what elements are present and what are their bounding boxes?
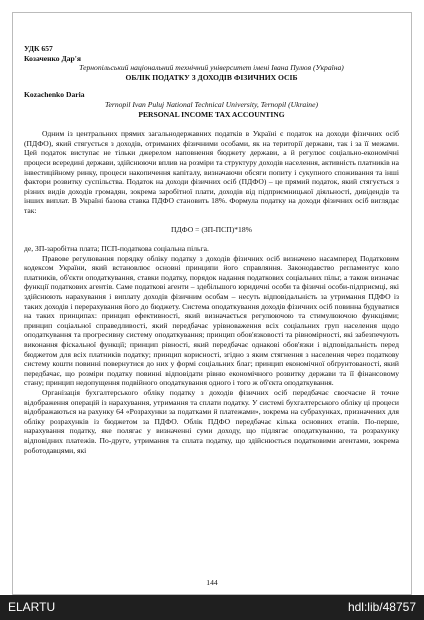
- repository-name: ELARTU: [8, 600, 56, 614]
- paragraph-accounting: Організація бухгалтерського обліку податку з доходів фізичних осіб передбачає своєчасне й точне відображення операцій із нарахування, утримання та сплати податку. У системі бухгалтерського обліку ці процеси відображаються на рахунку 64 «Розрахунки за податками й платежами», зокрема на субрахунках, призначених для обліку розрахунків із бюджетом за ПДФО. Облік ПДФО передбачає кілька основних етапів. По-перше, нарахування податку, яке полягає у визначенні суми доходу, що підлягає оподаткуванню, та розрахунку відповідних платежів. По-друге, утримання та сплата податку, що здійснюється податковими агентами, зокрема роботодавцями, які: [24, 388, 399, 455]
- paragraph-intro: Одним із центральних прямих загальнодержавних податків в Україні є податок на доходи фізичних осіб (ПДФО), який стягується з доходів, отриманих фізичними особами, як на території держави, так і за її межами. Цей податок виступає не тільки джерелом наповнення бюджету держави, а й регулює соціально-економічні процеси всередині держави, здійснюючи вплив на розміри та структуру доходів населення, активність платників на інвестиційному ринку, процеси накопичення капіталу, визначаючи обсяги попиту і сукупного споживання та інші фактори розвитку суспільства. Податок на доходи фізичних осіб (ПДФО) – це прямий податок, який стягується з різних видів доходів громадян, зокрема заробітної плати, доходів від підприємницької діяльності, дивідендів та інших виплат. В Україні базова ставка ПДФО становить 18%. Формула податку на доходи фізичних осіб виглядає так:: [24, 129, 399, 215]
- paragraph-legal: Правове регулювання порядку обліку податку з доходів фізичних осіб визначено насамперед Податковим кодексом України, який встановлює основні принципи його справляння. Законодавство регламентує коло платників, об'єкти оподаткування, ставки податку, порядок надання податкових соціальних пільг, а також визначає функції податкових агентів. Саме податкові агенти – здебільшого юридичні особи та фізичні особи-підприємці, які здійснюють нарахування і виплату доходів фізичним особам – несуть відповідальність за утримання ПДФО із таких доходів і перерахування його до бюджету. Система оподаткування доходів фізичних осіб повинна будуватися на таких принципах: принцип ефективності, який визначається регулюючою та стимулюючою функціями; принцип соціальної справедливості, який передбачає урівноваження всіх соціальних груп населення щодо оподаткування та прогресивну систему оподаткування; принцип обов'язковості та рівномірності, які забезпечують виконання фіскальної функції; принцип рівності, який передбачає однакові обов'язки і відповідальність перед бюджетом для всіх платників податку; принцип корисності, згідно з яким стягнення з населення через податкову систему кошти повинні повернутися до них у формі соціальних благ; принцип економічної обґрунтованості, який передбачає, що розміри податку повинні відповідати рівню економічного розвитку держави та її фінансовому стану; принцип недопущення подвійного оподаткування одного і того ж об'єкта оподаткування.: [24, 253, 399, 388]
- udk-code: УДК 657: [24, 44, 53, 53]
- handle-id: hdl:lib/48757: [347, 600, 416, 614]
- tax-formula: ПДФО = (ЗП-ПСП)*18%: [171, 224, 252, 234]
- affiliation-ua: Тернопільський національний технічний університет імені Івана Пулюя (Україна): [79, 63, 344, 73]
- author-ua: Козаченко Дар'я: [24, 53, 81, 63]
- page-number: 144: [206, 578, 218, 587]
- formula-note: де, ЗП-заробітна плата; ПСП-податкова соціальна пільга.: [24, 244, 209, 254]
- page-content: [24, 44, 399, 455]
- title-ua: ОБЛІК ПОДАТКУ З ДОХОДІВ ФІЗИЧНИХ ОСІБ: [125, 72, 298, 82]
- paper-page: [12, 12, 412, 595]
- title-en: PERSONAL INCOME TAX ACCOUNTING: [138, 109, 285, 119]
- author-en: Kozachenko Daria: [24, 90, 85, 100]
- repository-footer: [0, 595, 424, 620]
- affiliation-en: Ternopil Ivan Puluj National Technical University, Ternopil (Ukraine): [104, 99, 319, 109]
